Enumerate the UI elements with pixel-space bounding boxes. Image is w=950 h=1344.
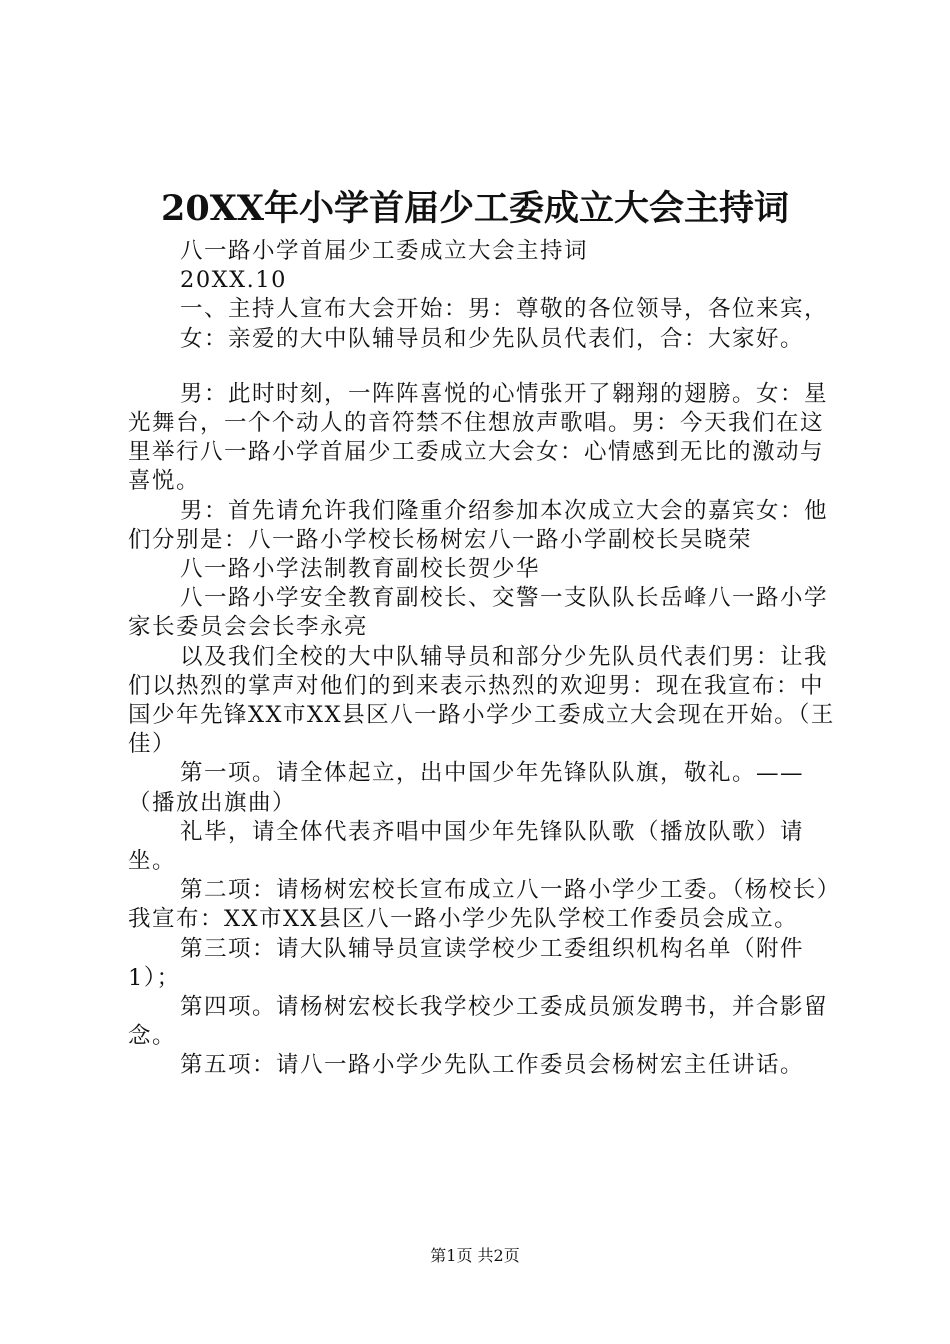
paragraph: 八一路小学安全教育副校长、交警一支队队长岳峰八一路小学家长委员会会长李永亮 xyxy=(128,585,829,641)
paragraph: 第一项。请全体起立，出中国少年先锋队队旗，敬礼。——（播放出旗曲） xyxy=(128,760,805,816)
document-title: 20XX年小学首届少工委成立大会主持词 xyxy=(160,188,790,229)
paragraph: 礼毕，请全体代表齐唱中国少年先锋队队歌（播放队歌）请坐。 xyxy=(128,818,805,875)
paragraph: 第五项：请八一路小学少先队工作委员会杨树宏主任讲话。 xyxy=(180,1052,805,1079)
paragraph: 男：此时时刻，一阵阵喜悦的心情张开了翱翔的翅膀。女：星光舞台，一个个动人的音符禁不住想放声歌唱。男：今天我们在这里举行八一路小学首届少工委成立大会女：心情感到无比的激动与喜悦。 xyxy=(128,380,829,495)
page-number-footer: 第1页 共2页 xyxy=(430,1246,520,1265)
document-body xyxy=(128,237,843,1081)
paragraph: 一、主持人宣布大会开始：男：尊敬的各位领导，各位来宾， xyxy=(180,296,829,323)
paragraph-subtitle: 八一路小学首届少工委成立大会主持词 xyxy=(180,238,589,264)
paragraph: 第三项：请大队辅导员宣读学校少工委组织机构名单（附件1）； xyxy=(128,935,805,991)
paragraph: 第二项：请杨树宏校长宣布成立八一路小学少工委。（杨校长）我宣布：XX市XX县区八一路小学少先队学校工作委员会成立。 xyxy=(128,877,841,933)
paragraph-gap xyxy=(128,354,843,380)
paragraph: 以及我们全校的大中队辅导员和部分少先队员代表们男：让我们以热烈的掌声对他们的到来表示热烈的欢迎男：现在我宣布：中国少年先锋XX市XX县区八一路小学少工委成立大会现在开始。（王佳） xyxy=(128,643,835,758)
paragraph-date: 20XX.10 xyxy=(180,267,287,294)
paragraph: 女：亲爱的大中队辅导员和少先队员代表们，合：大家好。 xyxy=(180,325,805,352)
paragraph: 男：首先请允许我们隆重介绍参加本次成立大会的嘉宾女：他们分别是：八一路小学校长杨树宏八一路小学副校长吴晓荣 xyxy=(128,497,829,553)
paragraph: 八一路小学法制教育副校长贺少华 xyxy=(180,556,541,583)
paragraph: 第四项。请杨树宏校长我学校少工委成员颁发聘书，并合影留念。 xyxy=(128,994,829,1050)
